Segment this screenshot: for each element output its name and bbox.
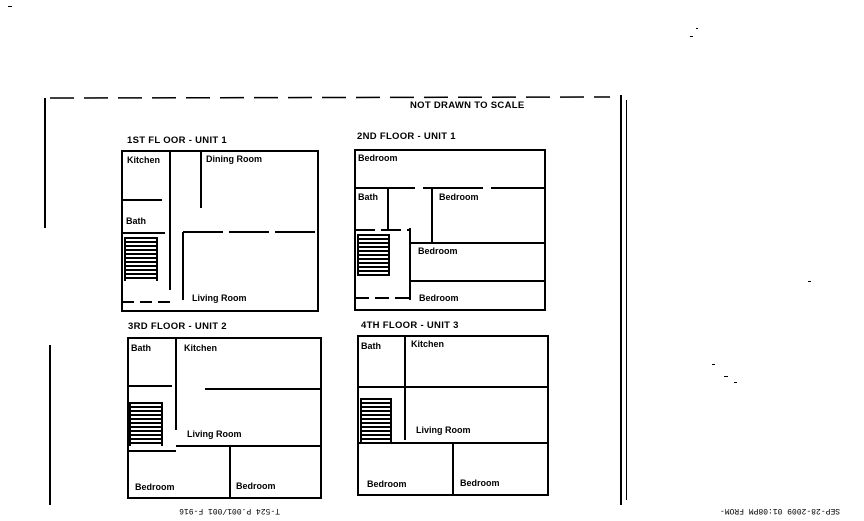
plan-3-room-bath: Bath: [131, 343, 151, 353]
scan-speck: [724, 376, 728, 377]
fax-header-right: SEP-28-2009 01:08PM FROM-: [719, 506, 840, 515]
scan-speck: [696, 28, 698, 29]
plan-2-title: 2ND FLOOR - UNIT 1: [357, 131, 456, 142]
plan-2-stairs: [357, 234, 390, 276]
plan-1-room-dining: Dining Room: [206, 154, 262, 164]
page-border-top: [50, 97, 610, 98]
fax-header-left: T-524 P.001/001 F-916: [179, 506, 280, 515]
plan-4-room-bath: Bath: [361, 341, 381, 351]
plan-2-walls: [355, 150, 545, 310]
plan-4-title: 4TH FLOOR - UNIT 3: [361, 320, 459, 331]
plan-2-room-bedroom-bottom: Bedroom: [419, 293, 459, 303]
plan-1-room-kitchen: Kitchen: [127, 155, 161, 165]
plan-4-stairs: [360, 398, 392, 442]
plan-2-room-bedroom-top: Bedroom: [358, 153, 398, 163]
scan-speck: [808, 281, 811, 282]
plan-4-room-bedroom-left: Bedroom: [367, 479, 407, 489]
plan-2-room-bedroom-right: Bedroom: [439, 192, 479, 202]
plan-3-title: 3RD FLOOR - UNIT 2: [128, 321, 227, 332]
scan-speck: [690, 36, 693, 37]
scan-speck: [734, 382, 737, 383]
plan-3-room-bedroom-right: Bedroom: [236, 481, 276, 491]
plan-4-room-kitchen: Kitchen: [411, 339, 445, 349]
plan-2-room-bedroom-middle: Bedroom: [418, 246, 458, 256]
plan-3-room-kitchen: Kitchen: [184, 343, 218, 353]
plan-1-walls: [122, 151, 318, 311]
plan-4-room-bedroom-right: Bedroom: [460, 478, 500, 488]
not-to-scale-note: NOT DRAWN TO SCALE: [410, 100, 525, 111]
scan-speck: [712, 364, 715, 365]
plan-1-room-living: Living Room: [192, 293, 247, 303]
plan-3-room-living: Living Room: [187, 429, 242, 439]
scan-speck: [8, 6, 12, 7]
plan-1-room-bath: Bath: [126, 216, 146, 226]
plan-2-room-bath: Bath: [358, 192, 378, 202]
plan-3-room-bedroom-left: Bedroom: [135, 482, 175, 492]
plan-1-title: 1ST FL OOR - UNIT 1: [127, 135, 228, 146]
plan-1-stairs: [124, 237, 158, 281]
plan-4-room-living: Living Room: [416, 425, 471, 435]
plan-3-stairs: [129, 402, 163, 446]
